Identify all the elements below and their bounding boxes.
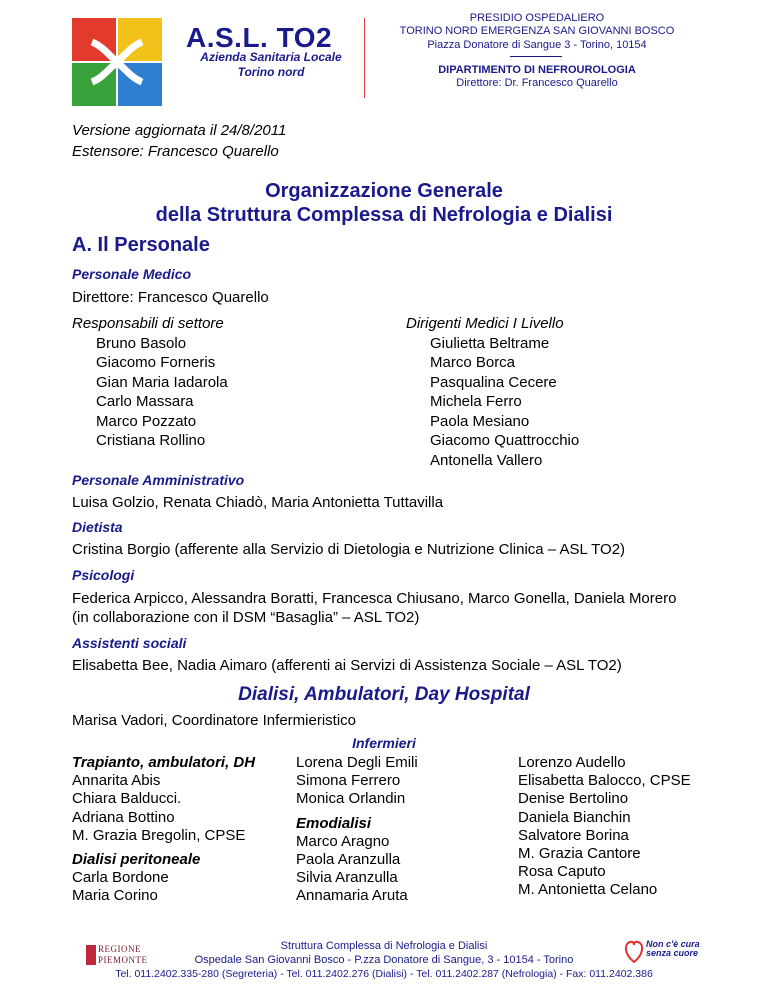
list-item: Annarita Abis — [72, 772, 161, 790]
list-item: Gian Maria Iadarola — [96, 373, 228, 391]
list-item: Marco Aragno — [296, 832, 390, 850]
list-item: Giulietta Beltrame — [430, 334, 550, 352]
assistenti-text: Elisabetta Bee, Nadia Aimaro (afferenti ai Servizi di Assistenza Sociale – ASL TO2) — [72, 657, 622, 674]
dietista-heading: Dietista — [72, 519, 123, 535]
resp-column — [72, 314, 228, 451]
list-item: Monica Orlandin — [296, 790, 406, 808]
dialisi-heading: Dialisi, Ambulatori, Day Hospital — [238, 684, 530, 705]
document-subtitle: della Struttura Complessa di Nefrologia e Dialisi — [155, 204, 613, 226]
list-item: Bruno Basolo — [96, 334, 187, 352]
document-title: Organizzazione Generale — [265, 180, 503, 202]
list-item: Pasqualina Cecere — [430, 373, 557, 391]
author-note: Estensore: Francesco Quarello — [72, 143, 279, 160]
list-item: Silvia Aranzulla — [296, 869, 398, 887]
org-subtitle: Azienda Sanitaria Locale — [200, 50, 342, 64]
psicologi-text: Federica Arpicco, Alessandra Boratti, Francesca Chiusano, Marco Gonella, Daniela Morero — [72, 590, 677, 607]
list-item: Rosa Caputo — [518, 863, 606, 881]
list-item: Cristiana Rollino — [96, 432, 206, 449]
peritoneale-heading: Dialisi peritoneale — [72, 851, 201, 869]
infermieri-column-2 — [296, 754, 418, 906]
list-item: Carlo Massara — [96, 393, 194, 410]
list-item: Giacomo Quattrocchio — [430, 432, 580, 449]
org-title: A.S.L. TO2 — [186, 22, 333, 53]
list-item: Elisabetta Balocco, CPSE — [518, 772, 691, 790]
list-item: Simona Ferrero — [296, 772, 401, 790]
medico-director: Direttore: Francesco Quarello — [72, 289, 269, 306]
regione-label: REGIONE — [98, 944, 141, 954]
slogan-line-2: senza cuore — [646, 948, 699, 958]
dirigenti-column — [406, 314, 579, 470]
list-item: M. Grazia Bregolin, CPSE — [72, 826, 246, 844]
org-subtitle-2: Torino nord — [237, 65, 305, 79]
infermieri-column-3 — [518, 754, 691, 900]
list-item: Antonella Vallero — [430, 451, 543, 469]
footer-line-1: Struttura Complessa di Nefrologia e Dialisi — [280, 940, 488, 952]
department-director: Direttore: Dr. Francesco Quarello — [456, 77, 618, 89]
list-item: Chiara Balducci. — [72, 790, 182, 808]
amministrativo-text: Luisa Golzio, Renata Chiadò, Maria Antonietta Tuttavilla — [72, 494, 444, 511]
section-heading: A. Il Personale — [72, 234, 210, 256]
list-item: Michela Ferro — [430, 393, 522, 410]
assistenti-heading: Assistenti sociali — [72, 635, 187, 651]
list-item: Denise Bertolino — [518, 790, 629, 808]
medico-heading: Personale Medico — [72, 266, 192, 282]
dietista-text: Cristina Borgio (afferente alla Servizio di Dietologia e Nutrizione Clinica – ASL TO2) — [72, 541, 626, 558]
list-item: Giacomo Forneris — [96, 354, 216, 371]
coordinator-text: Marisa Vadori, Coordinatore Infermieristico — [72, 712, 356, 729]
emodialisi-heading: Emodialisi — [296, 814, 372, 832]
infermieri-column-1 — [72, 754, 255, 906]
list-item: Marco Borca — [430, 354, 516, 371]
list-item: Annamaria Aruta — [296, 887, 408, 905]
list-item: Adriana Bottino — [72, 808, 175, 826]
resp-heading: Responsabili di settore — [72, 315, 224, 332]
regione-label-2: PIEMONTE — [98, 955, 148, 965]
list-item: Marco Pozzato — [96, 412, 197, 430]
list-item: M. Grazia Cantore — [518, 845, 641, 863]
psicologi-heading: Psicologi — [72, 567, 135, 583]
version-note: Versione aggiornata il 24/8/2011 — [72, 122, 287, 139]
dirigenti-heading: Dirigenti Medici I Livello — [406, 315, 564, 332]
presidio-line-1: PRESIDIO OSPEDALIERO — [469, 12, 605, 24]
list-item: Salvatore Borina — [518, 826, 629, 844]
header-rule — [510, 56, 562, 57]
infermieri-heading: Infermieri — [352, 735, 416, 751]
list-item: Lorenzo Audello — [518, 754, 626, 771]
list-item: Paola Aranzulla — [296, 851, 401, 869]
presidio-line-2: TORINO NORD EMERGENZA SAN GIOVANNI BOSCO — [399, 25, 675, 37]
list-item: Paola Mesiano — [430, 412, 530, 430]
header-divider — [364, 18, 365, 98]
list-item: Daniela Bianchin — [518, 808, 631, 826]
list-item: Carla Bordone — [72, 869, 169, 887]
asl-logo-icon — [72, 18, 162, 106]
footer-line-3: Tel. 011.2402.335-280 (Segreteria) - Tel. 011.2402.276 (Dialisi) - Tel. 011.2402.287 (Nefrologia) - Fax: 011.2402.386 — [115, 968, 653, 980]
amministrativo-heading: Personale Amministrativo — [72, 472, 245, 488]
psicologi-note: (in collaborazione con il DSM “Basaglia” – ASL TO2) — [72, 609, 420, 626]
trapianto-heading: Trapianto, ambulatori, DH — [72, 754, 256, 771]
department-name: DIPARTIMENTO DI NEFROUROLOGIA — [438, 64, 636, 76]
presidio-address: Piazza Donatore di Sangue 3 - Torino, 10154 — [427, 39, 647, 51]
footer-line-2: Ospedale San Giovanni Bosco - P.zza Donatore di Sangue, 3 - 10154 - Torino — [194, 954, 574, 966]
slogan-line-1: Non c'è cura — [646, 939, 700, 949]
list-item: Lorena Degli Emili — [296, 754, 418, 771]
list-item: M. Antonietta Celano — [518, 881, 658, 899]
list-item: Maria Corino — [72, 887, 158, 905]
